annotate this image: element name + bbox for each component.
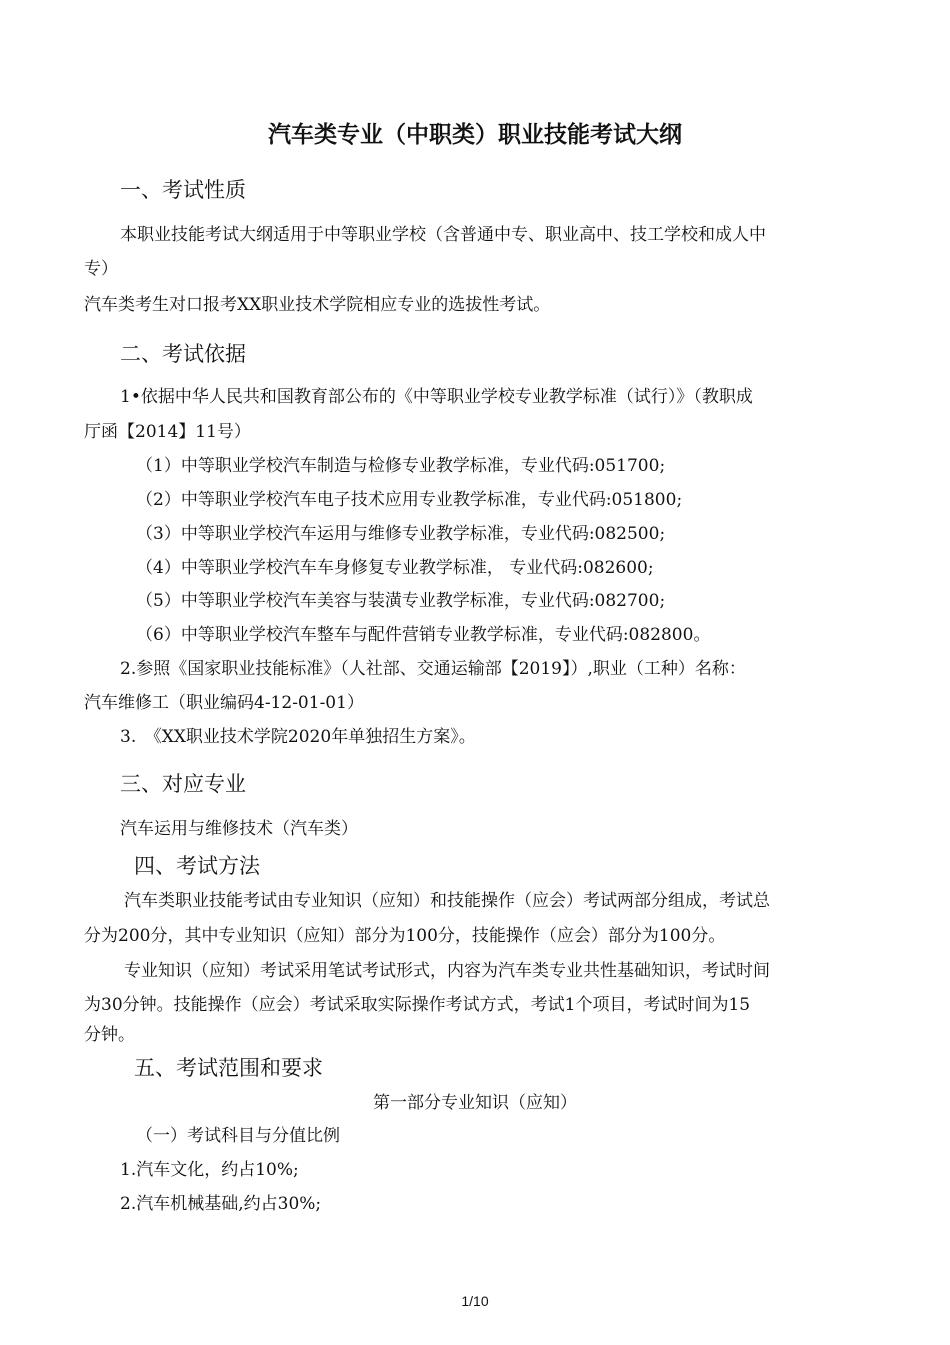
standard-item: （3）中等职业学校汽车运用与维修专业教学标准，专业代码:082500;: [136, 524, 666, 544]
section-1-heading: 一、考试性质: [120, 178, 246, 202]
standard-item: （5）中等职业学校汽车美容与装潢专业教学标准，专业代码:082700;: [136, 591, 666, 611]
section-4-heading: 四、考试方法: [134, 854, 260, 878]
part-title: 第一部分专业知识（应知）: [373, 1093, 577, 1113]
section-4-paragraph-2-line-2: 为30分钟。技能操作（应会）考试采取实际操作考试方式，考试1个项目，考试时间为15: [84, 995, 751, 1015]
section-1-paragraph-1-line-1: 本职业技能考试大纲适用于中等职业学校（含普通中专、职业高中、技工学校和成人中: [120, 225, 766, 245]
section-4-paragraph-2-line-1: 专业知识（应知）考试采用笔试考试形式，内容为汽车类专业共性基础知识，考试时间: [124, 961, 770, 981]
standard-item: （4）中等职业学校汽车车身修复专业教学标准， 专业代码:082600;: [136, 558, 654, 578]
standard-item: （6）中等职业学校汽车整车与配件营销专业教学标准，专业代码:082800。: [136, 625, 711, 645]
section-3-paragraph: 汽车运用与维修技术（汽车类）: [120, 819, 358, 839]
standard-item: （2）中等职业学校汽车电子技术应用专业教学标准，专业代码:051800;: [136, 490, 683, 510]
subject-item: 1.汽车文化，约占10%;: [120, 1160, 299, 1180]
basis-3: 3. 《XX职业技术学院2020年单独招生方案》。: [120, 727, 476, 747]
standard-item: （1）中等职业学校汽车制造与检修专业教学标准，专业代码:051700;: [136, 456, 666, 476]
section-4-paragraph-2-line-3: 分钟。: [84, 1025, 135, 1045]
section-2-heading: 二、考试依据: [120, 342, 246, 366]
document-title: 汽车类专业（中职类）职业技能考试大纲: [268, 122, 682, 148]
section-1-paragraph-1-line-2: 专）: [84, 259, 118, 279]
basis-2-line-2: 汽车维修工（职业编码4-12-01-01）: [84, 693, 364, 713]
basis-1-line-1: 1•依据中华人民共和国教育部公布的《中等职业学校专业教学标准（试行）》（教职成: [120, 387, 753, 407]
section-5-heading: 五、考试范围和要求: [134, 1056, 323, 1080]
page-number: 1/10: [461, 1293, 489, 1309]
subject-item: 2.汽车机械基础,约占30%;: [120, 1194, 322, 1214]
section-4-paragraph-1-line-1: 汽车类职业技能考试由专业知识（应知）和技能操作（应会）考试两部分组成，考试总: [124, 891, 770, 911]
sub-heading: （一）考试科目与分值比例: [136, 1126, 340, 1146]
section-1-paragraph-2: 汽车类考生对口报考XX职业技术学院相应专业的选拔性考试。: [84, 295, 551, 315]
section-3-heading: 三、对应专业: [120, 772, 246, 796]
section-4-paragraph-1-line-2: 分为200分，其中专业知识（应知）部分为100分，技能操作（应会）部分为100分。: [84, 926, 726, 946]
basis-2-line-1: 2.参照《国家职业技能标准》（人社部、交通运输部【2019】）,职业（工种）名称：: [120, 659, 746, 679]
basis-1-line-2: 厅函【2014】11号）: [84, 422, 251, 442]
